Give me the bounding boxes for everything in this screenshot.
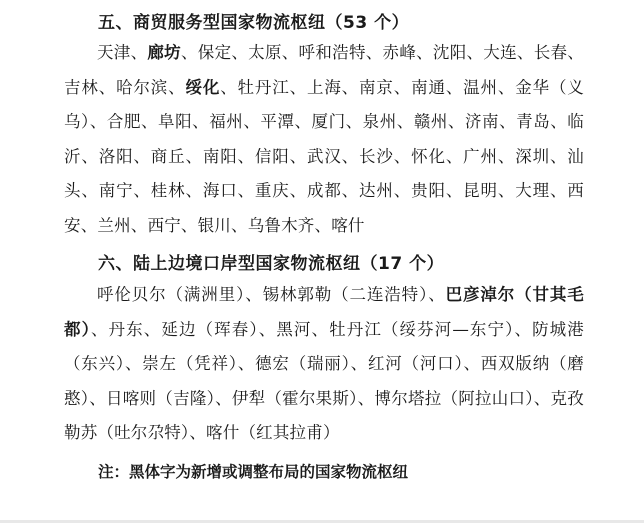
hub-name-new: 廊坊 bbox=[147, 43, 181, 62]
hub-list-text: 天津、 bbox=[97, 43, 148, 62]
hub-list-text: 、牡丹江、上海、南京、南通、温州、金华（义乌）、合肥、阜阳、福州、平潭、厦门、泉州、赣州、济南、青岛、临沂、洛阳、商丘、南阳、信阳、武汉、长沙、怀化、广州、深圳、汕头、南宁、桂林、海口、重庆、成都、达州、贵阳、昆明、大理、西安、兰州、西宁、银川、乌鲁木齐、喀什 bbox=[64, 77, 584, 235]
hub-list-text: 、保定、太原、呼和浩特、赤峰、沈阳、大连、长春、吉林、哈尔滨、 bbox=[64, 43, 584, 97]
section-5-heading: 五、商贸服务型国家物流枢纽（53 个） bbox=[98, 13, 410, 33]
hub-list-text: 、丹东、延边（珲春）、黑河、牡丹江（绥芬河—东宁）、防城港（东兴）、崇左（凭祥）、德宏（瑞丽）、红河（河口）、西双版纳（磨憨）、日喀则（吉隆）、伊犁（霍尔果斯）、博尔塔拉（阿拉山口）、克孜勒苏（吐尔尕特）、喀什（红其拉甫） bbox=[64, 319, 584, 443]
footnote: 注：黑体字为新增或调整布局的国家物流枢纽 bbox=[98, 463, 409, 481]
hub-list-text: 呼伦贝尔（满洲里）、锡林郭勒（二连浩特）、 bbox=[97, 285, 446, 304]
section-5-paragraph bbox=[64, 36, 584, 244]
hub-name-new: 绥化 bbox=[185, 77, 221, 97]
section-6-paragraph bbox=[64, 278, 584, 451]
section-6-heading: 六、陆上边境口岸型国家物流枢纽（17 个） bbox=[98, 254, 445, 274]
hub-name-new: 巴彦淖尔（甘其毛都） bbox=[64, 285, 584, 339]
